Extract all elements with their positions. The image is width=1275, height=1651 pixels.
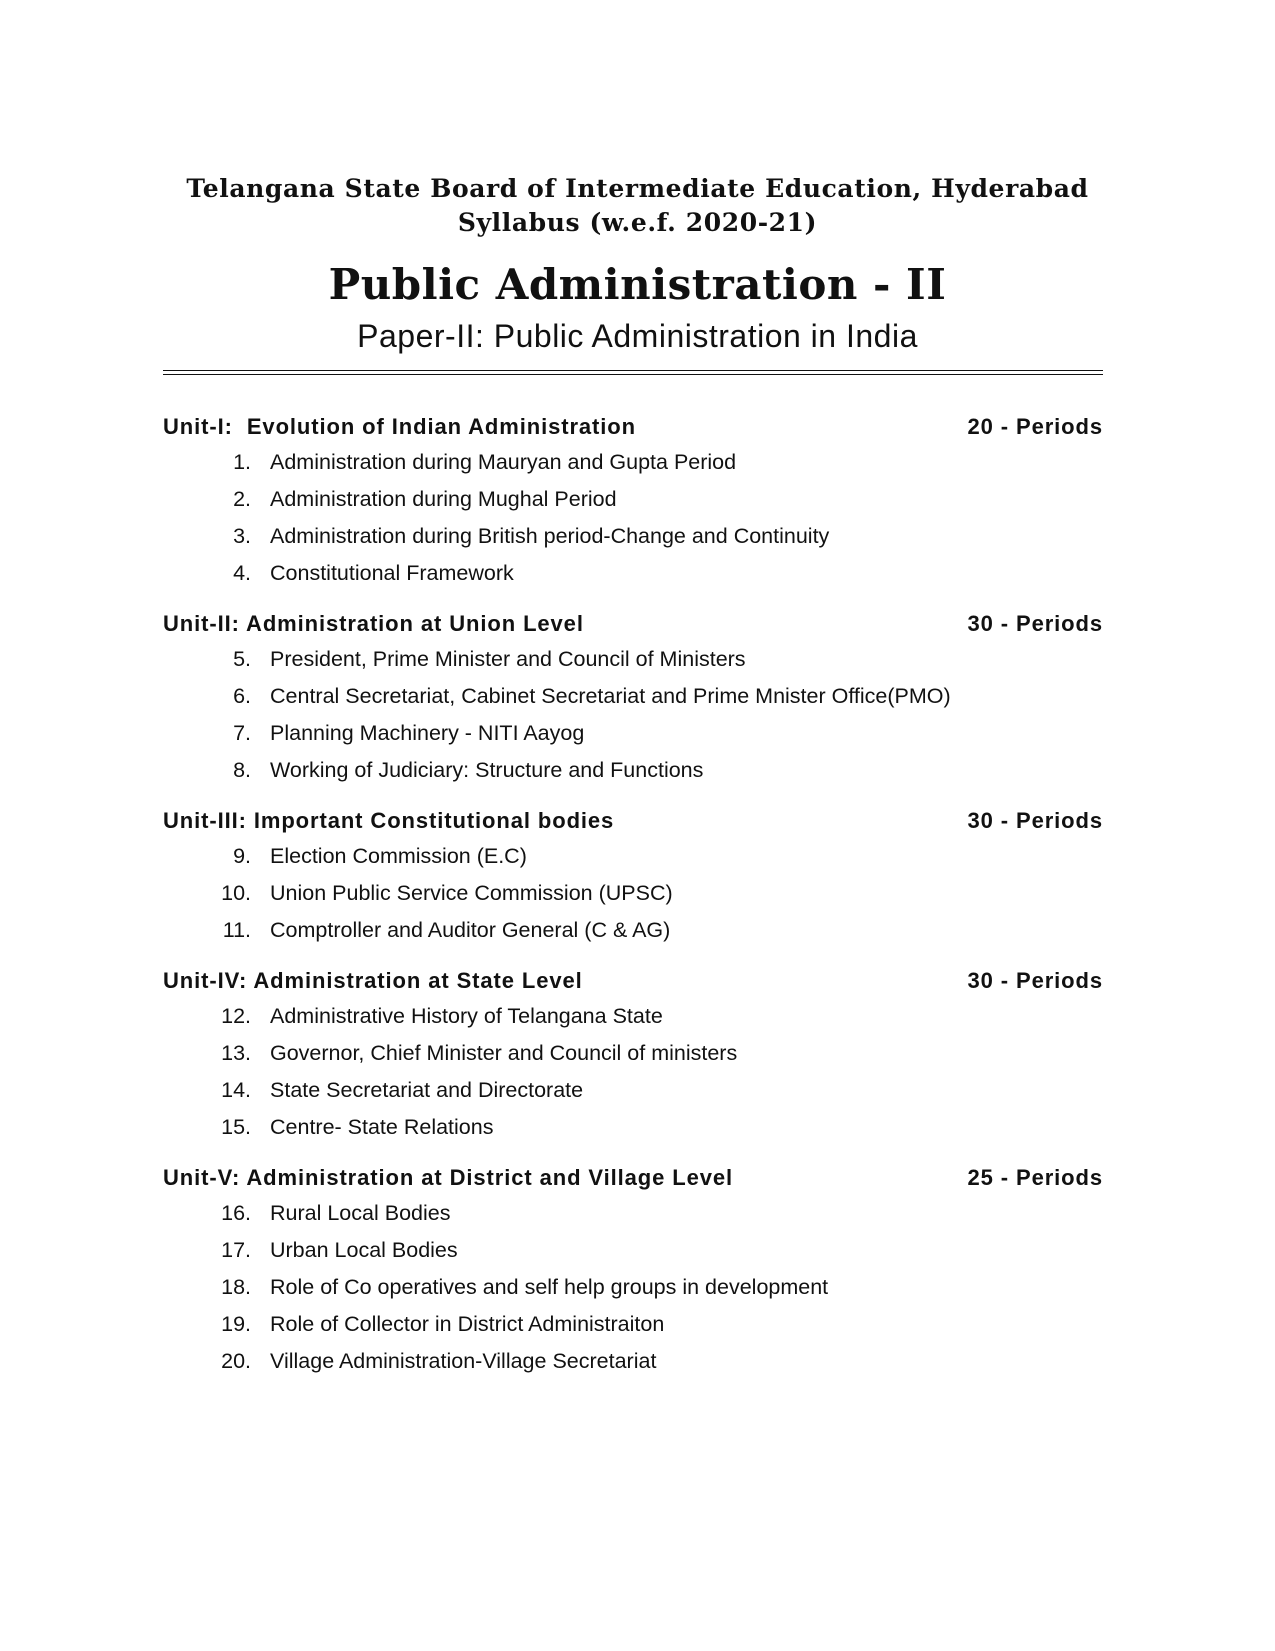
- topic-item: [163, 1272, 1103, 1309]
- unit-periods: 20 - Periods: [967, 414, 1103, 439]
- topic-number: 9.: [233, 844, 251, 868]
- topic-item: [163, 1112, 1103, 1149]
- board-name: Telangana State Board of Intermediate Education, Hyderabad: [186, 174, 1089, 203]
- topic-item: [163, 558, 1103, 595]
- unit-periods: 25 - Periods: [967, 1165, 1103, 1190]
- topic-number: 11.: [222, 918, 251, 942]
- topic-item: [163, 521, 1103, 558]
- topic-number: 12.: [221, 1004, 251, 1028]
- topic-item: [163, 915, 1103, 952]
- topic-text: Working of Judiciary: Structure and Functions: [270, 758, 704, 782]
- topic-number: 6.: [233, 684, 251, 708]
- topic-text: Role of Co operatives and self help groups in development: [270, 1275, 829, 1299]
- topic-number: 17.: [221, 1238, 251, 1262]
- page-title: Public Administration - II: [328, 260, 947, 309]
- topic-text: President, Prime Minister and Council of Ministers: [270, 647, 746, 671]
- unit-heading: [163, 609, 1103, 639]
- topic-text: Rural Local Bodies: [270, 1201, 451, 1225]
- topic-text: Planning Machinery - NITI Aayog: [270, 721, 585, 745]
- topic-list: [163, 841, 1103, 952]
- topic-item: [163, 1346, 1103, 1383]
- topic-text: Administration during Mughal Period: [270, 487, 617, 511]
- topic-item: [163, 1198, 1103, 1235]
- topic-item: [163, 718, 1103, 755]
- topic-item: [163, 878, 1103, 915]
- topic-text: Union Public Service Commission (UPSC): [270, 881, 673, 905]
- topic-text: State Secretariat and Directorate: [270, 1078, 584, 1102]
- topic-item: [163, 755, 1103, 792]
- topic-number: 14.: [221, 1078, 251, 1102]
- unit-title: Unit-V: Administration at District and Village Level: [163, 1165, 734, 1190]
- header-divider-top: [163, 370, 1103, 371]
- topic-number: 19.: [221, 1312, 251, 1336]
- topic-list: [163, 447, 1103, 595]
- topic-item: [163, 841, 1103, 878]
- topic-number: 8.: [233, 758, 251, 782]
- unit-section: [163, 412, 1103, 595]
- topic-item: [163, 1075, 1103, 1112]
- header-divider-bottom: [163, 374, 1103, 375]
- unit-periods: 30 - Periods: [967, 808, 1103, 833]
- topic-list: [163, 1001, 1103, 1149]
- topic-text: Administration during British period-Change and Continuity: [270, 524, 830, 548]
- unit-heading: [163, 412, 1103, 442]
- topic-text: Role of Collector in District Administraiton: [270, 1312, 665, 1336]
- topic-item: [163, 1235, 1103, 1272]
- unit-periods: 30 - Periods: [967, 968, 1103, 993]
- unit-section: [163, 806, 1103, 952]
- unit-section: [163, 609, 1103, 792]
- topic-number: 2.: [233, 487, 251, 511]
- syllabus-year: Syllabus (w.e.f. 2020-21): [457, 208, 818, 237]
- unit-title: Unit-III: Important Constitutional bodies: [163, 808, 615, 833]
- unit-title: Unit-I: Evolution of Indian Administration: [163, 414, 636, 439]
- topic-list: [163, 1198, 1103, 1383]
- topic-text: Administrative History of Telangana State: [270, 1004, 663, 1028]
- topic-number: 4.: [233, 561, 251, 585]
- document-header: [0, 172, 1275, 356]
- unit-periods: 30 - Periods: [967, 611, 1103, 636]
- topic-text: Central Secretariat, Cabinet Secretariat and Prime Mnister Office(PMO): [270, 684, 951, 708]
- unit-section: [163, 1163, 1103, 1383]
- topic-item: [163, 484, 1103, 521]
- topic-number: 10.: [221, 881, 251, 905]
- unit-title: Unit-II: Administration at Union Level: [163, 611, 584, 636]
- topic-number: 20.: [221, 1349, 251, 1373]
- topic-item: [163, 644, 1103, 681]
- topic-item: [163, 447, 1103, 484]
- unit-title: Unit-IV: Administration at State Level: [163, 968, 583, 993]
- topic-text: Village Administration-Village Secretariat: [270, 1349, 657, 1373]
- topic-number: 15.: [221, 1115, 251, 1139]
- topic-text: Constitutional Framework: [270, 561, 514, 585]
- unit-heading: [163, 1163, 1103, 1193]
- unit-heading: [163, 966, 1103, 996]
- unit-heading: [163, 806, 1103, 836]
- topic-number: 7.: [233, 721, 251, 745]
- topic-number: 5.: [233, 647, 251, 671]
- unit-section: [163, 966, 1103, 1149]
- topic-list: [163, 644, 1103, 792]
- topic-item: [163, 681, 1103, 718]
- topic-number: 18.: [221, 1275, 251, 1299]
- topic-item: [163, 1001, 1103, 1038]
- topic-text: Urban Local Bodies: [270, 1238, 458, 1262]
- topic-number: 16.: [221, 1201, 251, 1225]
- topic-item: [163, 1038, 1103, 1075]
- topic-text: Governor, Chief Minister and Council of ministers: [270, 1041, 738, 1065]
- paper-subtitle: Paper-II: Public Administration in India: [357, 318, 918, 354]
- topic-text: Election Commission (E.C): [270, 844, 527, 868]
- topic-text: Administration during Mauryan and Gupta Period: [270, 450, 737, 474]
- topic-number: 3.: [233, 524, 251, 548]
- topic-text: Centre- State Relations: [270, 1115, 494, 1139]
- topic-number: 13.: [221, 1041, 251, 1065]
- topic-number: 1.: [233, 450, 251, 474]
- topic-item: [163, 1309, 1103, 1346]
- topic-text: Comptroller and Auditor General (C & AG): [270, 918, 671, 942]
- syllabus-units: [163, 412, 1103, 1397]
